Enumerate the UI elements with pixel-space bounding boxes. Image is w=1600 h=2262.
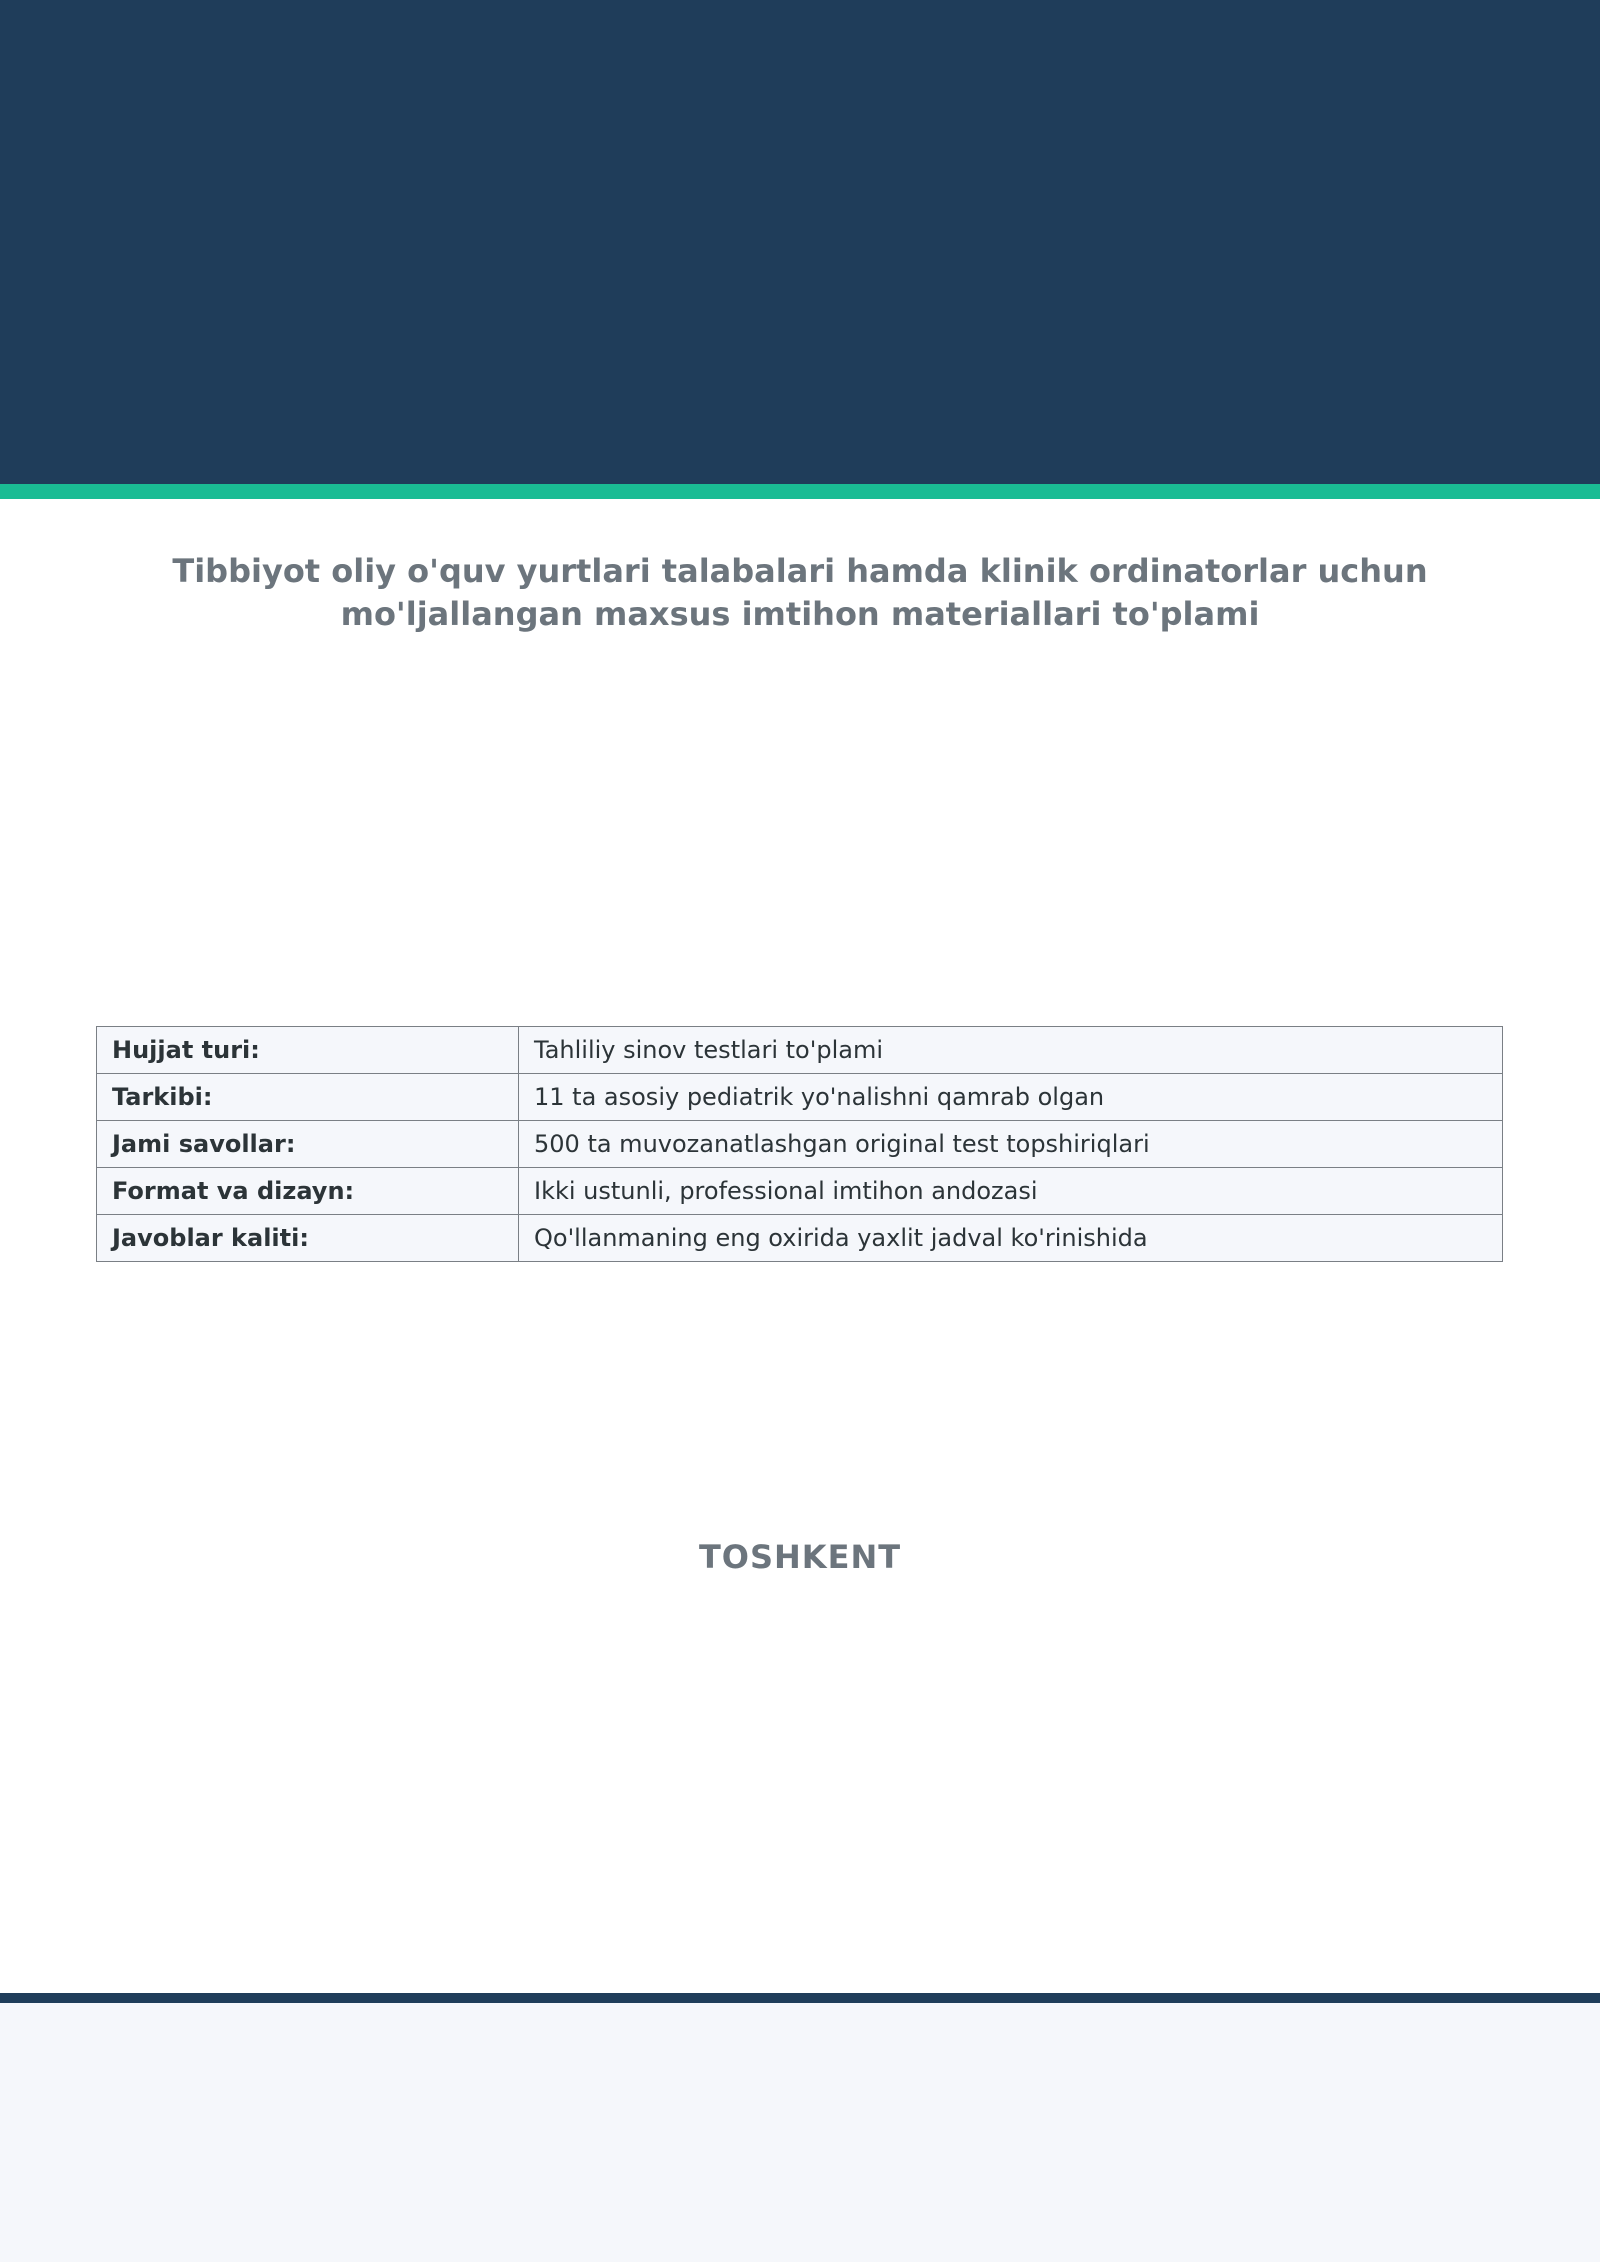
table-row bbox=[97, 1074, 1503, 1121]
row-value: 11 ta asosiy pediatrik yo'nalishni qamrab olgan bbox=[519, 1074, 1503, 1121]
table-row bbox=[97, 1215, 1503, 1262]
row-label: Tarkibi: bbox=[97, 1074, 519, 1121]
row-value: Tahliliy sinov testlari to'plami bbox=[519, 1027, 1503, 1074]
table-row bbox=[97, 1168, 1503, 1215]
header-band bbox=[0, 0, 1600, 484]
city-name: TOSHKENT bbox=[698, 1538, 902, 1576]
footer-band bbox=[0, 2003, 1600, 2262]
row-value: 500 ta muvozanatlashgan original test topshiriqlari bbox=[519, 1121, 1503, 1168]
row-label: Javoblar kaliti: bbox=[97, 1215, 519, 1262]
subtitle bbox=[100, 550, 1500, 636]
row-value: Ikki ustunli, professional imtihon andozasi bbox=[519, 1168, 1503, 1215]
table-row bbox=[97, 1121, 1503, 1168]
row-value: Qo'llanmaning eng oxirida yaxlit jadval ko'rinishida bbox=[519, 1215, 1503, 1262]
header-accent-stripe bbox=[0, 484, 1600, 499]
row-label: Jami savollar: bbox=[97, 1121, 519, 1168]
footer-divider bbox=[0, 1993, 1600, 2003]
subtitle-line-1: Tibbiyot oliy o'quv yurtlari talabalari hamda klinik ordinatorlar uchun bbox=[172, 552, 1428, 590]
table-row bbox=[97, 1027, 1503, 1074]
row-label: Hujjat turi: bbox=[97, 1027, 519, 1074]
document-info-table bbox=[96, 1026, 1503, 1262]
row-label: Format va dizayn: bbox=[97, 1168, 519, 1215]
subtitle-line-2: mo'ljallangan maxsus imtihon materiallari to'plami bbox=[340, 595, 1260, 633]
